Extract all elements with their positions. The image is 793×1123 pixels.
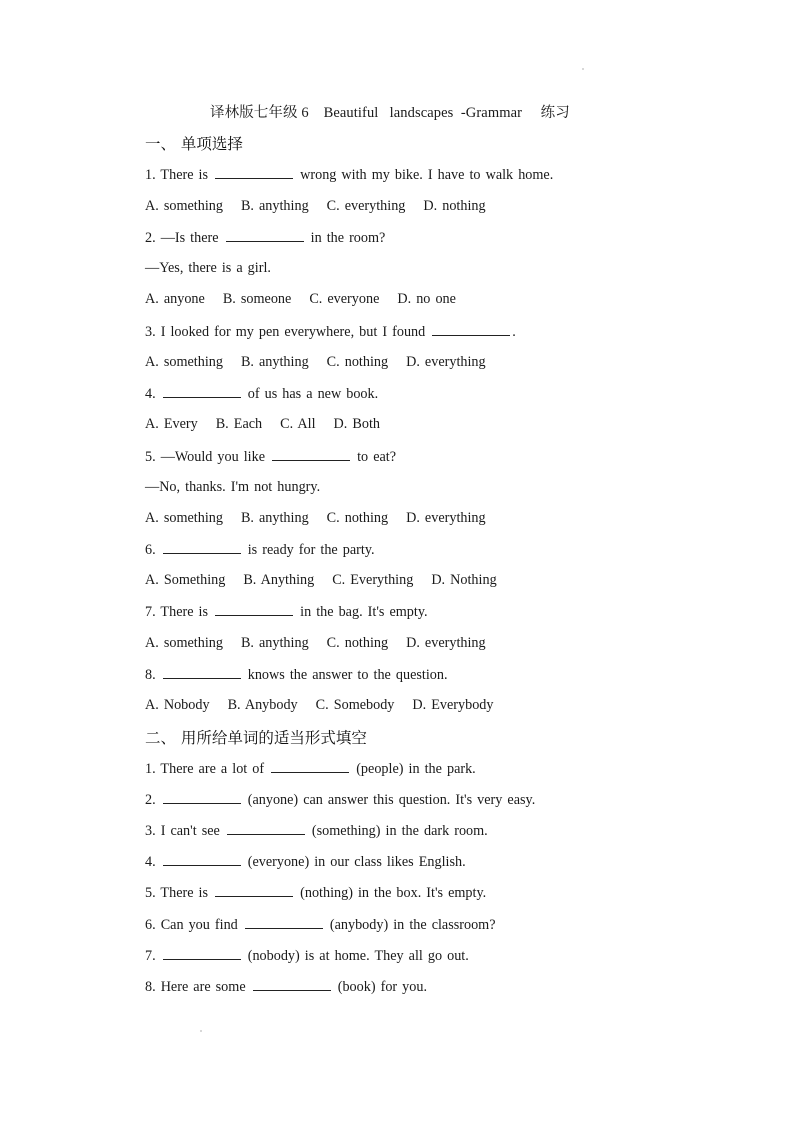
options-row <box>145 572 515 589</box>
option-c[interactable]: C. Somebody <box>315 697 395 713</box>
dialogue-reply: —Yes, there is a girl. <box>145 260 271 276</box>
question-line: 7. There is in the bag. It's empty. <box>145 604 428 620</box>
option-a[interactable]: A. something <box>145 354 223 370</box>
option-c[interactable]: C. everything <box>326 198 406 214</box>
scan-speck <box>200 1030 202 1032</box>
fill-question: 6. Can you find (anybody) in the classroom? <box>145 917 496 933</box>
option-b[interactable]: B. Anything <box>243 572 315 588</box>
option-d[interactable]: D. Both <box>333 416 380 432</box>
answer-blank[interactable] <box>163 791 241 804</box>
question-line: 6. is ready for the party. <box>145 542 375 558</box>
option-a[interactable]: A. something <box>145 510 223 526</box>
question-line: 4. of us has a new book. <box>145 386 379 402</box>
fill-question: 4. (everyone) in our class likes English. <box>145 854 466 870</box>
option-c[interactable]: C. Everything <box>332 572 414 588</box>
options-row <box>145 697 512 714</box>
option-b[interactable]: B. Anybody <box>227 697 298 713</box>
answer-blank[interactable] <box>272 448 350 461</box>
option-c[interactable]: C. nothing <box>326 635 389 651</box>
option-b[interactable]: B. Each <box>215 416 263 432</box>
scan-speck <box>582 68 584 70</box>
option-a[interactable]: A. something <box>145 635 223 651</box>
answer-blank[interactable] <box>163 541 241 554</box>
option-a[interactable]: A. anyone <box>145 291 205 307</box>
option-a[interactable]: A. Nobody <box>145 697 210 713</box>
dialogue-reply: —No, thanks. I'm not hungry. <box>145 479 321 495</box>
answer-blank[interactable] <box>215 884 293 897</box>
options-row <box>145 354 504 371</box>
page-title: 译林版七年级 6 Beautiful landscapes -Grammar 练习 <box>210 105 570 121</box>
options-row <box>145 635 504 652</box>
section-heading-multiple-choice: 一、 单项选择 <box>145 135 243 153</box>
option-d[interactable]: D. everything <box>406 510 486 526</box>
answer-blank[interactable] <box>163 666 241 679</box>
answer-blank[interactable] <box>163 385 241 398</box>
fill-question: 3. I can't see (something) in the dark room. <box>145 823 488 839</box>
answer-blank[interactable] <box>215 166 293 179</box>
options-row <box>145 198 504 215</box>
question-line: 3. I looked for my pen everywhere, but I found . <box>145 324 516 340</box>
option-b[interactable]: B. anything <box>240 635 309 651</box>
option-d[interactable]: D. Nothing <box>431 572 497 588</box>
option-c[interactable]: C. everyone <box>309 291 380 307</box>
options-row <box>145 416 398 433</box>
option-d[interactable]: D. nothing <box>423 198 486 214</box>
options-row <box>145 510 504 527</box>
option-b[interactable]: B. anything <box>240 354 309 370</box>
answer-blank[interactable] <box>215 603 293 616</box>
option-a[interactable]: A. something <box>145 198 223 214</box>
option-d[interactable]: D. no one <box>397 291 456 307</box>
option-b[interactable]: B. someone <box>222 291 292 307</box>
option-a[interactable]: A. Every <box>145 416 198 432</box>
option-d[interactable]: D. everything <box>406 635 486 651</box>
answer-blank[interactable] <box>163 947 241 960</box>
option-b[interactable]: B. anything <box>240 510 309 526</box>
option-d[interactable]: D. everything <box>406 354 486 370</box>
answer-blank[interactable] <box>253 978 331 991</box>
answer-blank[interactable] <box>163 853 241 866</box>
question-line: 1. There is wrong with my bike. I have to walk home. <box>145 167 554 183</box>
option-d[interactable]: D. Everybody <box>412 697 494 713</box>
fill-question: 7. (nobody) is at home. They all go out. <box>145 948 469 964</box>
options-row <box>145 291 474 308</box>
answer-blank[interactable] <box>245 916 323 929</box>
section-heading-fill-in: 二、 用所给单词的适当形式填空 <box>145 729 367 747</box>
answer-blank[interactable] <box>227 822 305 835</box>
fill-question: 1. There are a lot of (people) in the park. <box>145 761 476 777</box>
option-a[interactable]: A. Something <box>145 572 226 588</box>
answer-blank[interactable] <box>271 760 349 773</box>
option-b[interactable]: B. anything <box>240 198 309 214</box>
question-line: 5. —Would you like to eat? <box>145 449 397 465</box>
question-line: 8. knows the answer to the question. <box>145 667 448 683</box>
answer-blank[interactable] <box>226 229 304 242</box>
option-c[interactable]: C. nothing <box>326 354 389 370</box>
answer-blank[interactable] <box>432 323 510 336</box>
question-line: 2. —Is there in the room? <box>145 230 386 246</box>
fill-question: 8. Here are some (book) for you. <box>145 979 428 995</box>
option-c[interactable]: C. All <box>280 416 316 432</box>
fill-question: 5. There is (nothing) in the box. It's empty. <box>145 885 487 901</box>
fill-question: 2. (anyone) can answer this question. It's very easy. <box>145 792 536 808</box>
option-c[interactable]: C. nothing <box>326 510 389 526</box>
